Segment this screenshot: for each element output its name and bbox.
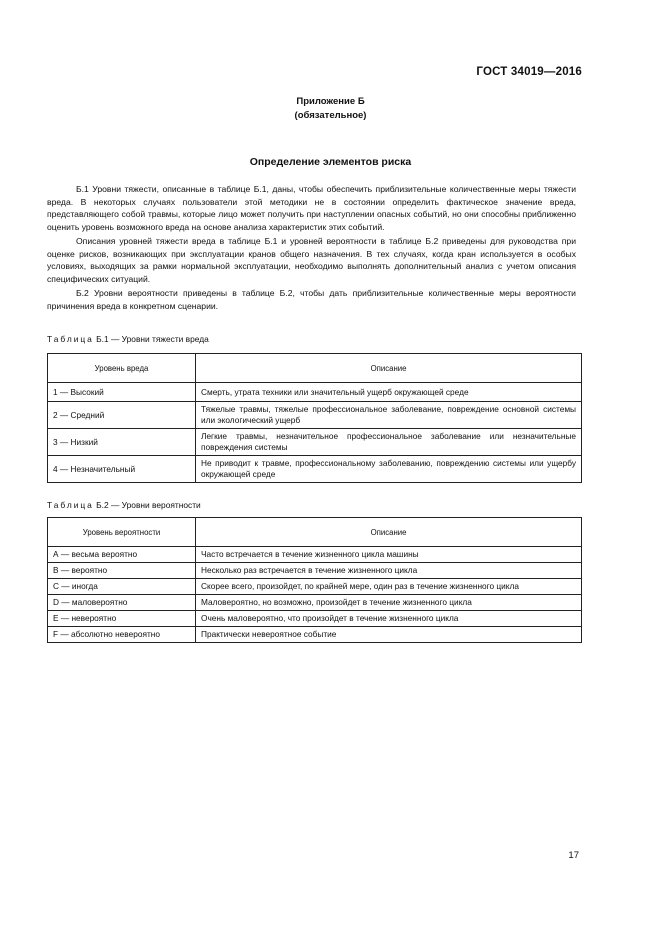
- paragraph-b1: Б.1 Уровни тяжести, описанные в таблице Б.1, даны, чтобы обеспечить приблизительные количественные меры тяжести вреда. В некоторых случаях пользователи этой методики не в состоянии определить фактическое значение вреда, представляющего собой травмы, которые лицо может получить при наступлении опасных событий, но они способны приближенно оценить уровень возможного вреда на основе анализа характеристик этих событий.: [47, 184, 576, 232]
- severity-description: Смерть, утрата техники или значительный ущерб окружающей среде: [196, 383, 582, 402]
- probability-level: F — абсолютно невероятно: [48, 627, 196, 643]
- severity-level: 4 — Незначительный: [48, 456, 196, 483]
- table1-caption-prefix: Таблица: [47, 334, 94, 344]
- probability-level: D — маловероятно: [48, 595, 196, 611]
- table-row: [48, 611, 582, 627]
- page-number: 17: [568, 850, 579, 861]
- table1-caption: [47, 334, 209, 344]
- severity-level: 1 — Высокий: [48, 383, 196, 402]
- table2-caption-prefix: Таблица: [47, 500, 94, 510]
- probability-table: [47, 517, 582, 643]
- probability-level: В — вероятно: [48, 563, 196, 579]
- probability-description: Очень маловероятно, что произойдет в течение жизненного цикла: [196, 611, 582, 627]
- probability-description: Практически невероятное событие: [196, 627, 582, 643]
- table-row: [48, 547, 582, 563]
- severity-table: [47, 353, 582, 483]
- table-row: [48, 383, 582, 402]
- table-row: [48, 579, 582, 595]
- table-row: [48, 402, 582, 429]
- appendix-heading: [0, 95, 661, 123]
- table-header-row: [48, 354, 582, 383]
- column-header-level: Уровень вероятности: [48, 518, 196, 547]
- paragraph-descriptions: Описания уровней тяжести вреда в таблице Б.1 и уровней вероятности в таблице Б.2 приведены для руководства при оценке рисков, возникающих при эксплуатации кранов общего назначения. В тех случаях, когда кран используется в особых условиях, выходящих за рамки нормальной эксплуатации, необходимо выполнять дополнительный анализ с учетом описания специфических ситуаций.: [47, 235, 576, 284]
- column-header-description: Описание: [196, 354, 582, 383]
- paragraph-b2: Б.2 Уровни вероятности приведены в таблице Б.2, чтобы дать приблизительные количественные меры вероятности причинения вреда в конкретном сценарии.: [47, 287, 576, 311]
- body-text: [47, 183, 576, 314]
- severity-level: 2 — Средний: [48, 402, 196, 429]
- probability-description: Несколько раз встречается в течение жизненного цикла: [196, 563, 582, 579]
- table2-caption-title: Б.2 — Уровни вероятности: [93, 500, 201, 510]
- table1-caption-title: Б.1 — Уровни тяжести вреда: [93, 334, 209, 344]
- appendix-title: Приложение Б: [296, 96, 365, 107]
- column-header-level: Уровень вреда: [48, 354, 196, 383]
- probability-description: Часто встречается в течение жизненного цикла машины: [196, 547, 582, 563]
- column-header-description: Описание: [196, 518, 582, 547]
- probability-level: Е — невероятно: [48, 611, 196, 627]
- appendix-subtitle: (обязательное): [294, 110, 367, 121]
- table2-caption: [47, 500, 201, 510]
- probability-level: С — иногда: [48, 579, 196, 595]
- severity-description: Не приводит к травме, профессиональному заболеванию, повреждению системы или ущербу окружающей среде: [196, 456, 582, 483]
- table-header-row: [48, 518, 582, 547]
- table-row: [48, 456, 582, 483]
- severity-description: Легкие травмы, незначительное профессиональное заболевание или незначительные повреждения системы: [196, 429, 582, 456]
- probability-description: Маловероятно, но возможно, произойдет в течение жизненного цикла: [196, 595, 582, 611]
- table-row: [48, 429, 582, 456]
- section-title: Определение элементов риска: [249, 156, 412, 168]
- table-row: [48, 595, 582, 611]
- severity-level: 3 — Низкий: [48, 429, 196, 456]
- probability-description: Скорее всего, произойдет, по крайней мере, один раз в течение жизненного цикла: [196, 579, 582, 595]
- severity-description: Тяжелые травмы, тяжелые профессиональное заболевание, повреждение основной системы или экологический ущерб: [196, 402, 582, 429]
- table-row: [48, 563, 582, 579]
- table-row: [48, 627, 582, 643]
- document-code: ГОСТ 34019—2016: [476, 66, 582, 78]
- probability-level: А — весьма вероятно: [48, 547, 196, 563]
